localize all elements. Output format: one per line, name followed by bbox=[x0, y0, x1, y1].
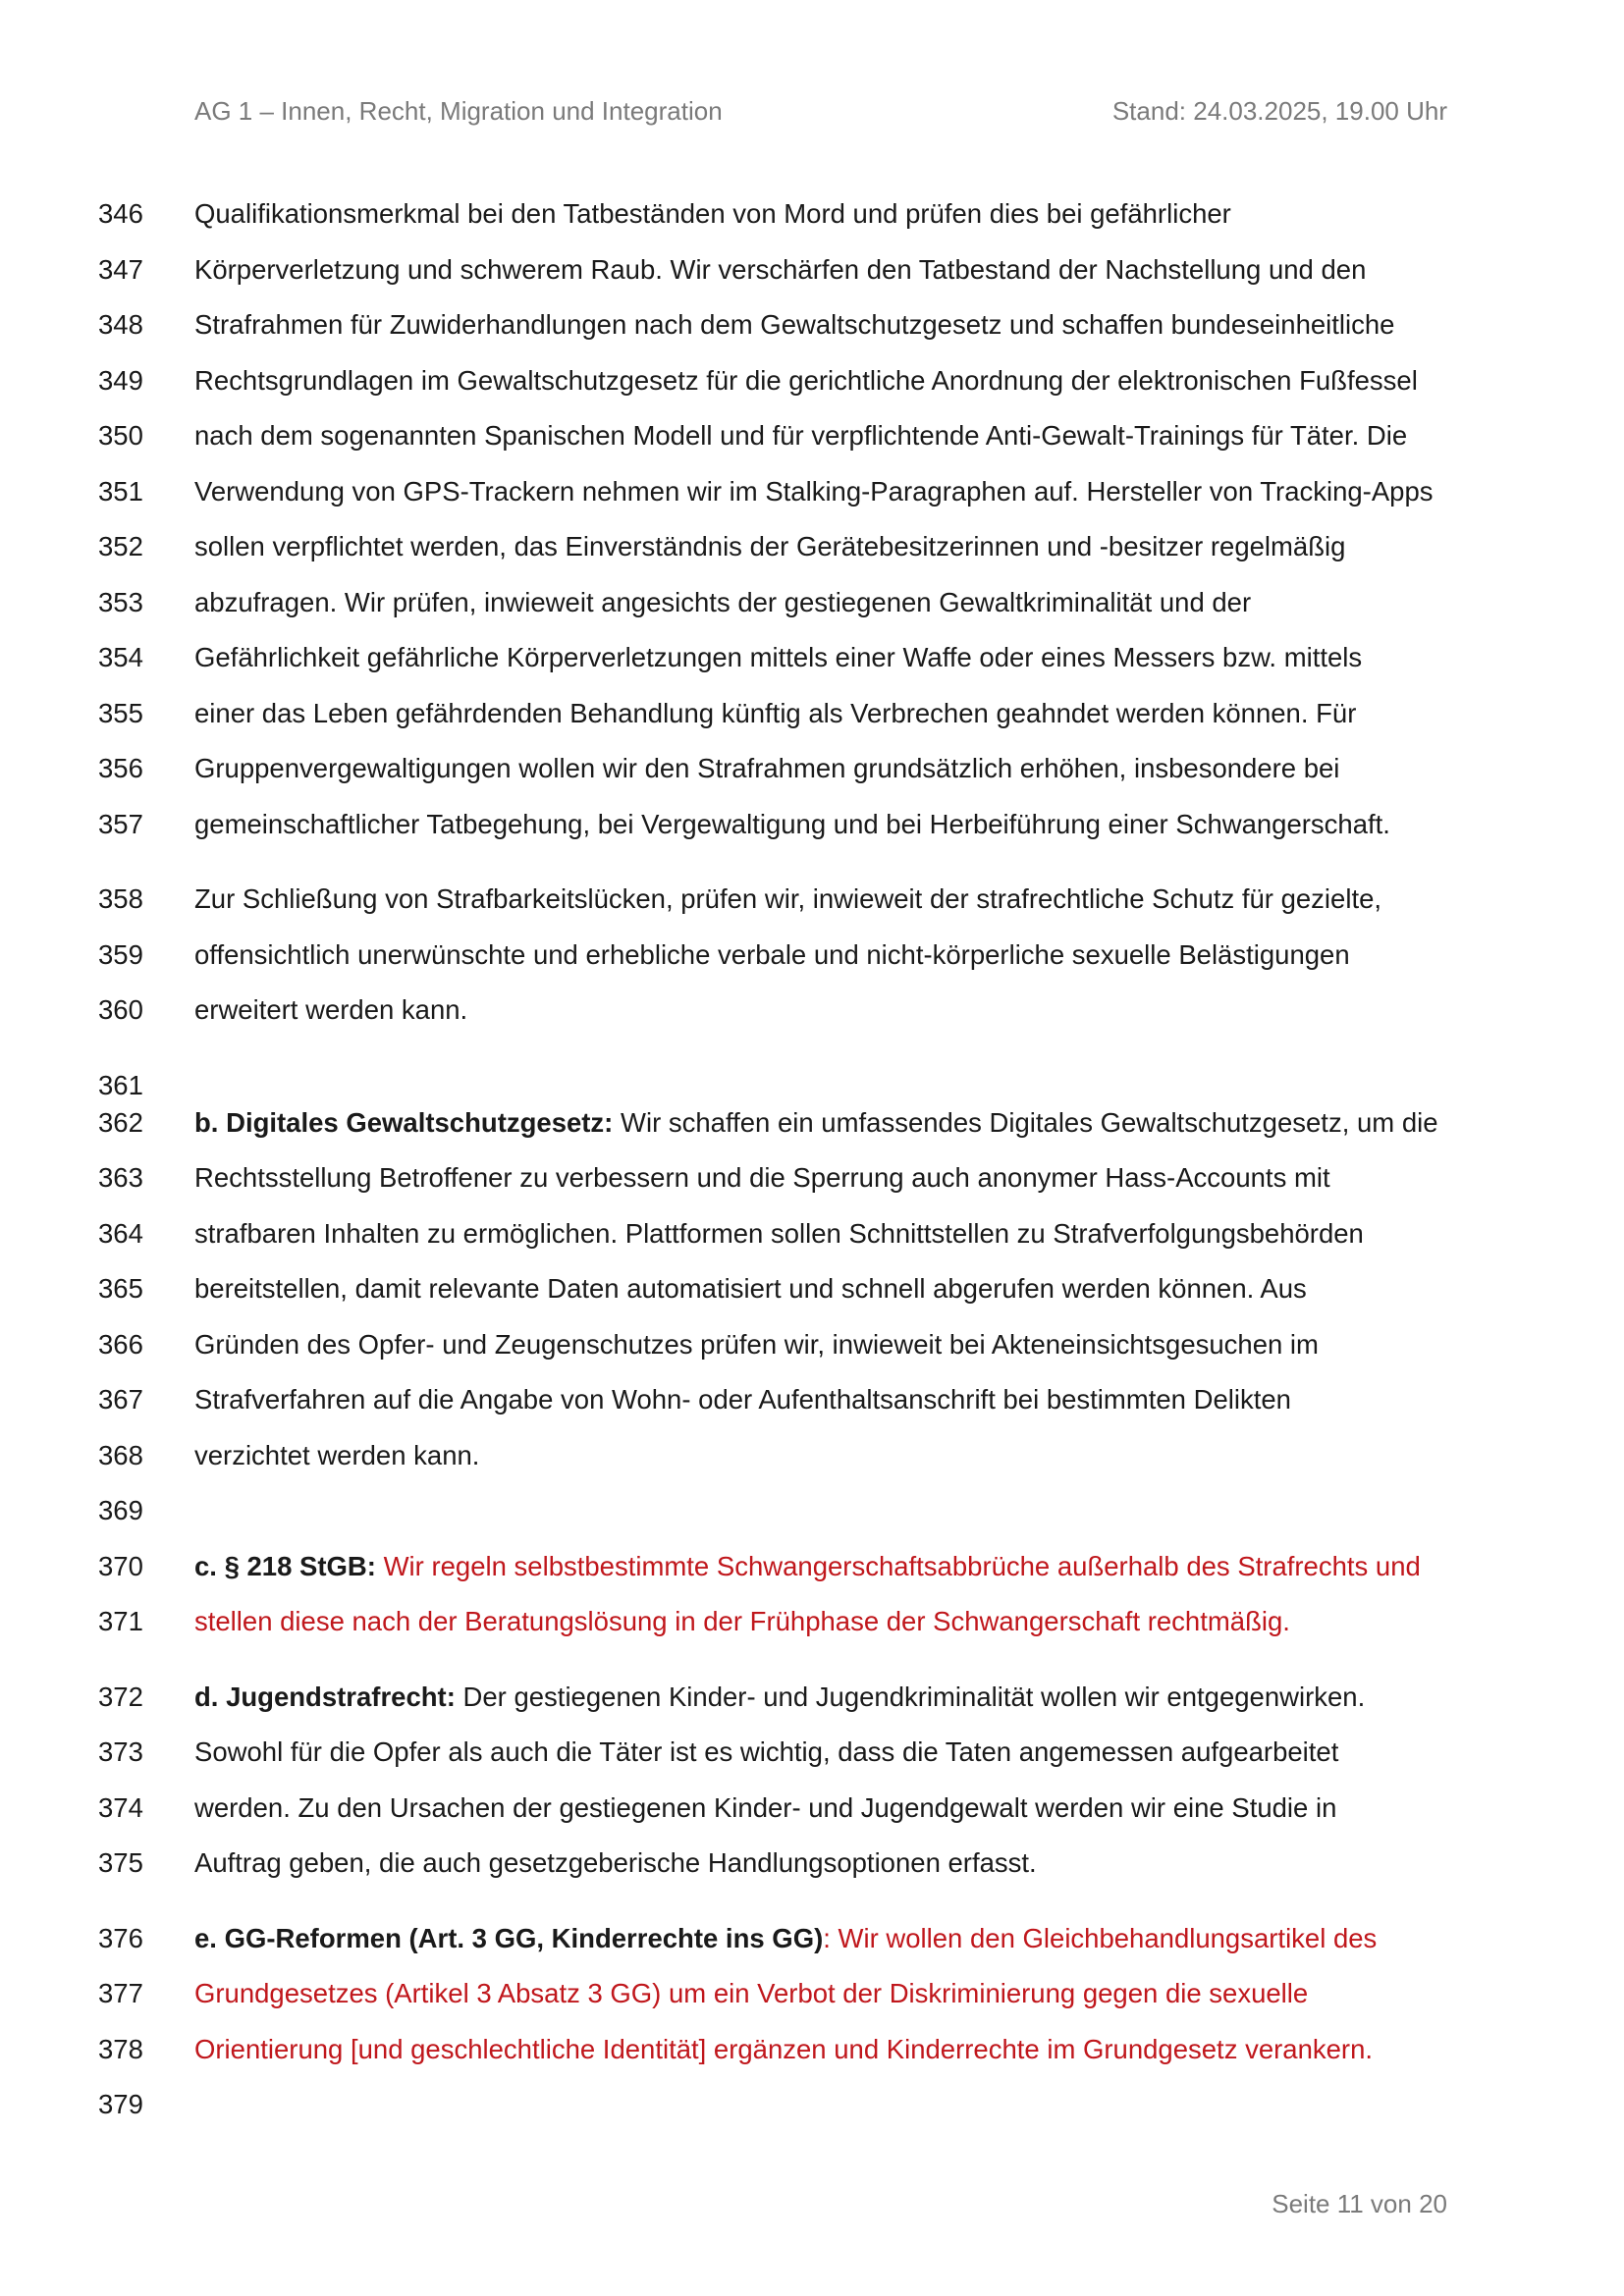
line-text bbox=[194, 638, 1362, 677]
page-number: Seite 11 von 20 bbox=[1272, 2189, 1447, 2218]
line-text bbox=[194, 416, 1407, 455]
body-text: Wir schaffen ein umfassendes Digitales Gewaltschutzgesetz, um die bbox=[613, 1107, 1438, 1138]
line-number: 349 bbox=[98, 365, 143, 396]
line-number: 356 bbox=[98, 753, 143, 783]
document-line bbox=[0, 935, 1624, 975]
line-number: 358 bbox=[98, 883, 143, 914]
line-number: 378 bbox=[98, 2034, 143, 2064]
line-number: 352 bbox=[98, 531, 143, 561]
line-text bbox=[194, 990, 467, 1030]
line-number: 375 bbox=[98, 1847, 143, 1878]
line-text bbox=[194, 250, 1366, 290]
line-text bbox=[194, 749, 1339, 788]
highlighted-text: Grundgesetzes (Artikel 3 Absatz 3 GG) um ein Verbot der Diskriminierung gegen die sexuelle bbox=[194, 1978, 1309, 2008]
line-text bbox=[194, 1974, 1308, 2013]
header-date: Stand: 24.03.2025, 19.00 Uhr bbox=[1111, 96, 1447, 126]
body-text: werden. Zu den Ursachen der gestiegenen Kinder- und Jugendgewalt werden wir eine Studie in bbox=[194, 1792, 1337, 1823]
body-text: Zur Schließung von Strafbarkeitslücken, prüfen wir, inwieweit der strafrechtliche Schutz für gezielte, bbox=[194, 883, 1382, 914]
header-section-title: AG 1 – Innen, Recht, Migration und Integration bbox=[194, 96, 723, 126]
line-number: 365 bbox=[98, 1273, 143, 1304]
body-text: offensichtlich unerwünschte und erhebliche verbale und nicht-körperliche sexuelle Belästigungen bbox=[194, 939, 1350, 970]
document-line bbox=[0, 361, 1624, 400]
document-line bbox=[0, 1843, 1624, 1883]
body-text: Strafrahmen für Zuwiderhandlungen nach dem Gewaltschutzgesetz und schaffen bundeseinheitliche bbox=[194, 309, 1395, 340]
line-text bbox=[194, 1789, 1336, 1828]
body-text: Der gestiegenen Kinder- und Jugendkriminalität wollen wir entgegenwirken. bbox=[455, 1682, 1366, 1712]
document-line bbox=[0, 1066, 1624, 1105]
highlighted-text: Wir regeln selbstbestimmte Schwangerschaftsabbrüche außerhalb des Strafrechts und bbox=[375, 1551, 1421, 1581]
line-number: 355 bbox=[98, 698, 143, 728]
body-text: Körperverletzung und schwerem Raub. Wir verschärfen den Tatbestand der Nachstellung und den bbox=[194, 254, 1367, 285]
line-number: 371 bbox=[98, 1606, 143, 1636]
document-line bbox=[0, 1547, 1624, 1586]
line-text bbox=[194, 1678, 1365, 1717]
document-line bbox=[0, 805, 1624, 844]
document-line bbox=[0, 749, 1624, 788]
document-line bbox=[0, 527, 1624, 566]
line-number: 366 bbox=[98, 1329, 143, 1360]
body-text: Rechtsgrundlagen im Gewaltschutzgesetz für die gerichtliche Anordnung der elektronischen Fußfessel bbox=[194, 365, 1418, 396]
document-line bbox=[0, 638, 1624, 677]
body-text: Qualifikationsmerkmal bei den Tatbeständen von Mord und prüfen dies bei gefährlicher bbox=[194, 198, 1231, 229]
line-text bbox=[194, 1325, 1319, 1364]
body-text: nach dem sogenannten Spanischen Modell und für verpflichtende Anti-Gewalt-Trainings für Täter. Die bbox=[194, 420, 1408, 451]
document-line bbox=[0, 2085, 1624, 2124]
line-number: 347 bbox=[98, 254, 143, 285]
document-line bbox=[0, 1158, 1624, 1198]
body-text: Strafverfahren auf die Angabe von Wohn- oder Aufenthaltsanschrift bei bestimmten Delikten bbox=[194, 1384, 1291, 1415]
body-text: Gründen des Opfer- und Zeugenschutzes prüfen wir, inwieweit bei Akteneinsichtsgesuchen im bbox=[194, 1329, 1319, 1360]
body-text: verzichtet werden kann. bbox=[194, 1440, 480, 1470]
line-number: 360 bbox=[98, 994, 143, 1025]
document-line bbox=[0, 1269, 1624, 1308]
document-line bbox=[0, 694, 1624, 733]
body-text: strafbaren Inhalten zu ermöglichen. Plattformen sollen Schnittstellen zu Strafverfolgungsbehörden bbox=[194, 1218, 1364, 1249]
body-text: sollen verpflichtet werden, das Einverständnis der Gerätebesitzerinnen und -besitzer regelmäßig bbox=[194, 531, 1346, 561]
line-number: 368 bbox=[98, 1440, 143, 1470]
section-heading: b. Digitales Gewaltschutzgesetz: bbox=[194, 1107, 614, 1138]
document-line bbox=[0, 416, 1624, 455]
line-number: 346 bbox=[98, 198, 143, 229]
line-text bbox=[194, 527, 1345, 566]
line-text bbox=[194, 880, 1381, 919]
document-line bbox=[0, 194, 1624, 234]
line-text bbox=[194, 583, 1251, 622]
body-text: erweitert werden kann. bbox=[194, 994, 468, 1025]
document-line bbox=[0, 2030, 1624, 2069]
line-text bbox=[194, 1380, 1291, 1419]
line-text bbox=[194, 1843, 1037, 1883]
line-text bbox=[194, 1158, 1330, 1198]
body-text: Sowohl für die Opfer als auch die Täter ist es wichtig, dass die Taten angemessen aufgearbeitet bbox=[194, 1736, 1339, 1767]
line-number: 364 bbox=[98, 1218, 143, 1249]
body-text: Gefährlichkeit gefährliche Körperverletzungen mittels einer Waffe oder eines Messers bzw. mittels bbox=[194, 642, 1363, 672]
body-text: gemeinschaftlicher Tatbegehung, bei Vergewaltigung und bei Herbeiführung einer Schwangerschaft. bbox=[194, 809, 1390, 839]
line-number: 351 bbox=[98, 476, 143, 507]
document-line bbox=[0, 1789, 1624, 1828]
highlighted-text: Orientierung [und geschlechtliche Identität] ergänzen und Kinderrechte im Grundgesetz verankern. bbox=[194, 2034, 1374, 2064]
line-number: 376 bbox=[98, 1923, 143, 1953]
section-heading: d. Jugendstrafrecht: bbox=[194, 1682, 456, 1712]
document-line bbox=[0, 990, 1624, 1030]
line-number: 377 bbox=[98, 1978, 143, 2008]
line-text bbox=[194, 1733, 1338, 1772]
body-text: einer das Leben gefährdenden Behandlung künftig als Verbrechen geahndet werden können. Für bbox=[194, 698, 1357, 728]
body-text: bereitstellen, damit relevante Daten automatisiert und schnell abgerufen werden können. Aus bbox=[194, 1273, 1307, 1304]
document-line bbox=[0, 1380, 1624, 1419]
line-number: 354 bbox=[98, 642, 143, 672]
document-line bbox=[0, 305, 1624, 345]
line-number: 363 bbox=[98, 1162, 143, 1193]
line-number: 373 bbox=[98, 1736, 143, 1767]
highlighted-text: : Wir wollen den Gleichbehandlungsartikel des bbox=[823, 1923, 1378, 1953]
document-line bbox=[0, 250, 1624, 290]
section-heading: c. § 218 StGB: bbox=[194, 1551, 376, 1581]
body-text: Gruppenvergewaltigungen wollen wir den Strafrahmen grundsätzlich erhöhen, insbesondere bei bbox=[194, 753, 1340, 783]
line-number: 369 bbox=[98, 1495, 143, 1525]
line-text bbox=[194, 194, 1231, 234]
document-line bbox=[0, 583, 1624, 622]
line-number: 372 bbox=[98, 1682, 143, 1712]
line-text bbox=[194, 805, 1390, 844]
line-number: 367 bbox=[98, 1384, 143, 1415]
body-text: abzufragen. Wir prüfen, inwieweit angesichts der gestiegenen Gewaltkriminalität und der bbox=[194, 587, 1252, 617]
line-number: 353 bbox=[98, 587, 143, 617]
line-text bbox=[194, 361, 1418, 400]
document-line bbox=[0, 880, 1624, 919]
line-text bbox=[194, 1436, 479, 1475]
document-line bbox=[0, 1733, 1624, 1772]
line-text bbox=[194, 935, 1350, 975]
document-line bbox=[0, 472, 1624, 511]
body-text: Rechtsstellung Betroffener zu verbessern und die Sperrung auch anonymer Hass-Accounts mit bbox=[194, 1162, 1330, 1193]
line-number: 359 bbox=[98, 939, 143, 970]
line-text bbox=[194, 1547, 1421, 1586]
line-text bbox=[194, 694, 1356, 733]
line-number: 379 bbox=[98, 2089, 143, 2119]
line-number: 374 bbox=[98, 1792, 143, 1823]
document-line bbox=[0, 1602, 1624, 1641]
highlighted-text: stellen diese nach der Beratungslösung in der Frühphase der Schwangerschaft rechtmäßig. bbox=[194, 1606, 1290, 1636]
line-text bbox=[194, 1269, 1307, 1308]
document-line bbox=[0, 1214, 1624, 1254]
document-line bbox=[0, 1974, 1624, 2013]
line-number: 357 bbox=[98, 809, 143, 839]
document-line bbox=[0, 1491, 1624, 1530]
body-text: Verwendung von GPS-Trackern nehmen wir im Stalking-Paragraphen auf. Hersteller von Tracking-Apps bbox=[194, 476, 1434, 507]
line-number: 362 bbox=[98, 1107, 143, 1138]
line-number: 350 bbox=[98, 420, 143, 451]
document-line bbox=[0, 1436, 1624, 1475]
document-line bbox=[0, 1678, 1624, 1717]
document-line bbox=[0, 1919, 1624, 1958]
body-text: Auftrag geben, die auch gesetzgeberische Handlungsoptionen erfasst. bbox=[194, 1847, 1037, 1878]
document-line bbox=[0, 1325, 1624, 1364]
line-number: 348 bbox=[98, 309, 143, 340]
line-number: 361 bbox=[98, 1070, 143, 1100]
line-text bbox=[194, 1919, 1377, 1958]
line-number: 370 bbox=[98, 1551, 143, 1581]
line-text bbox=[194, 2030, 1373, 2069]
line-text bbox=[194, 472, 1434, 511]
line-text bbox=[194, 1103, 1438, 1143]
line-text bbox=[194, 1602, 1290, 1641]
section-heading: e. GG-Reformen (Art. 3 GG, Kinderrechte ins GG) bbox=[194, 1923, 824, 1953]
line-text bbox=[194, 1214, 1364, 1254]
line-text bbox=[194, 305, 1394, 345]
document-line bbox=[0, 1103, 1624, 1143]
